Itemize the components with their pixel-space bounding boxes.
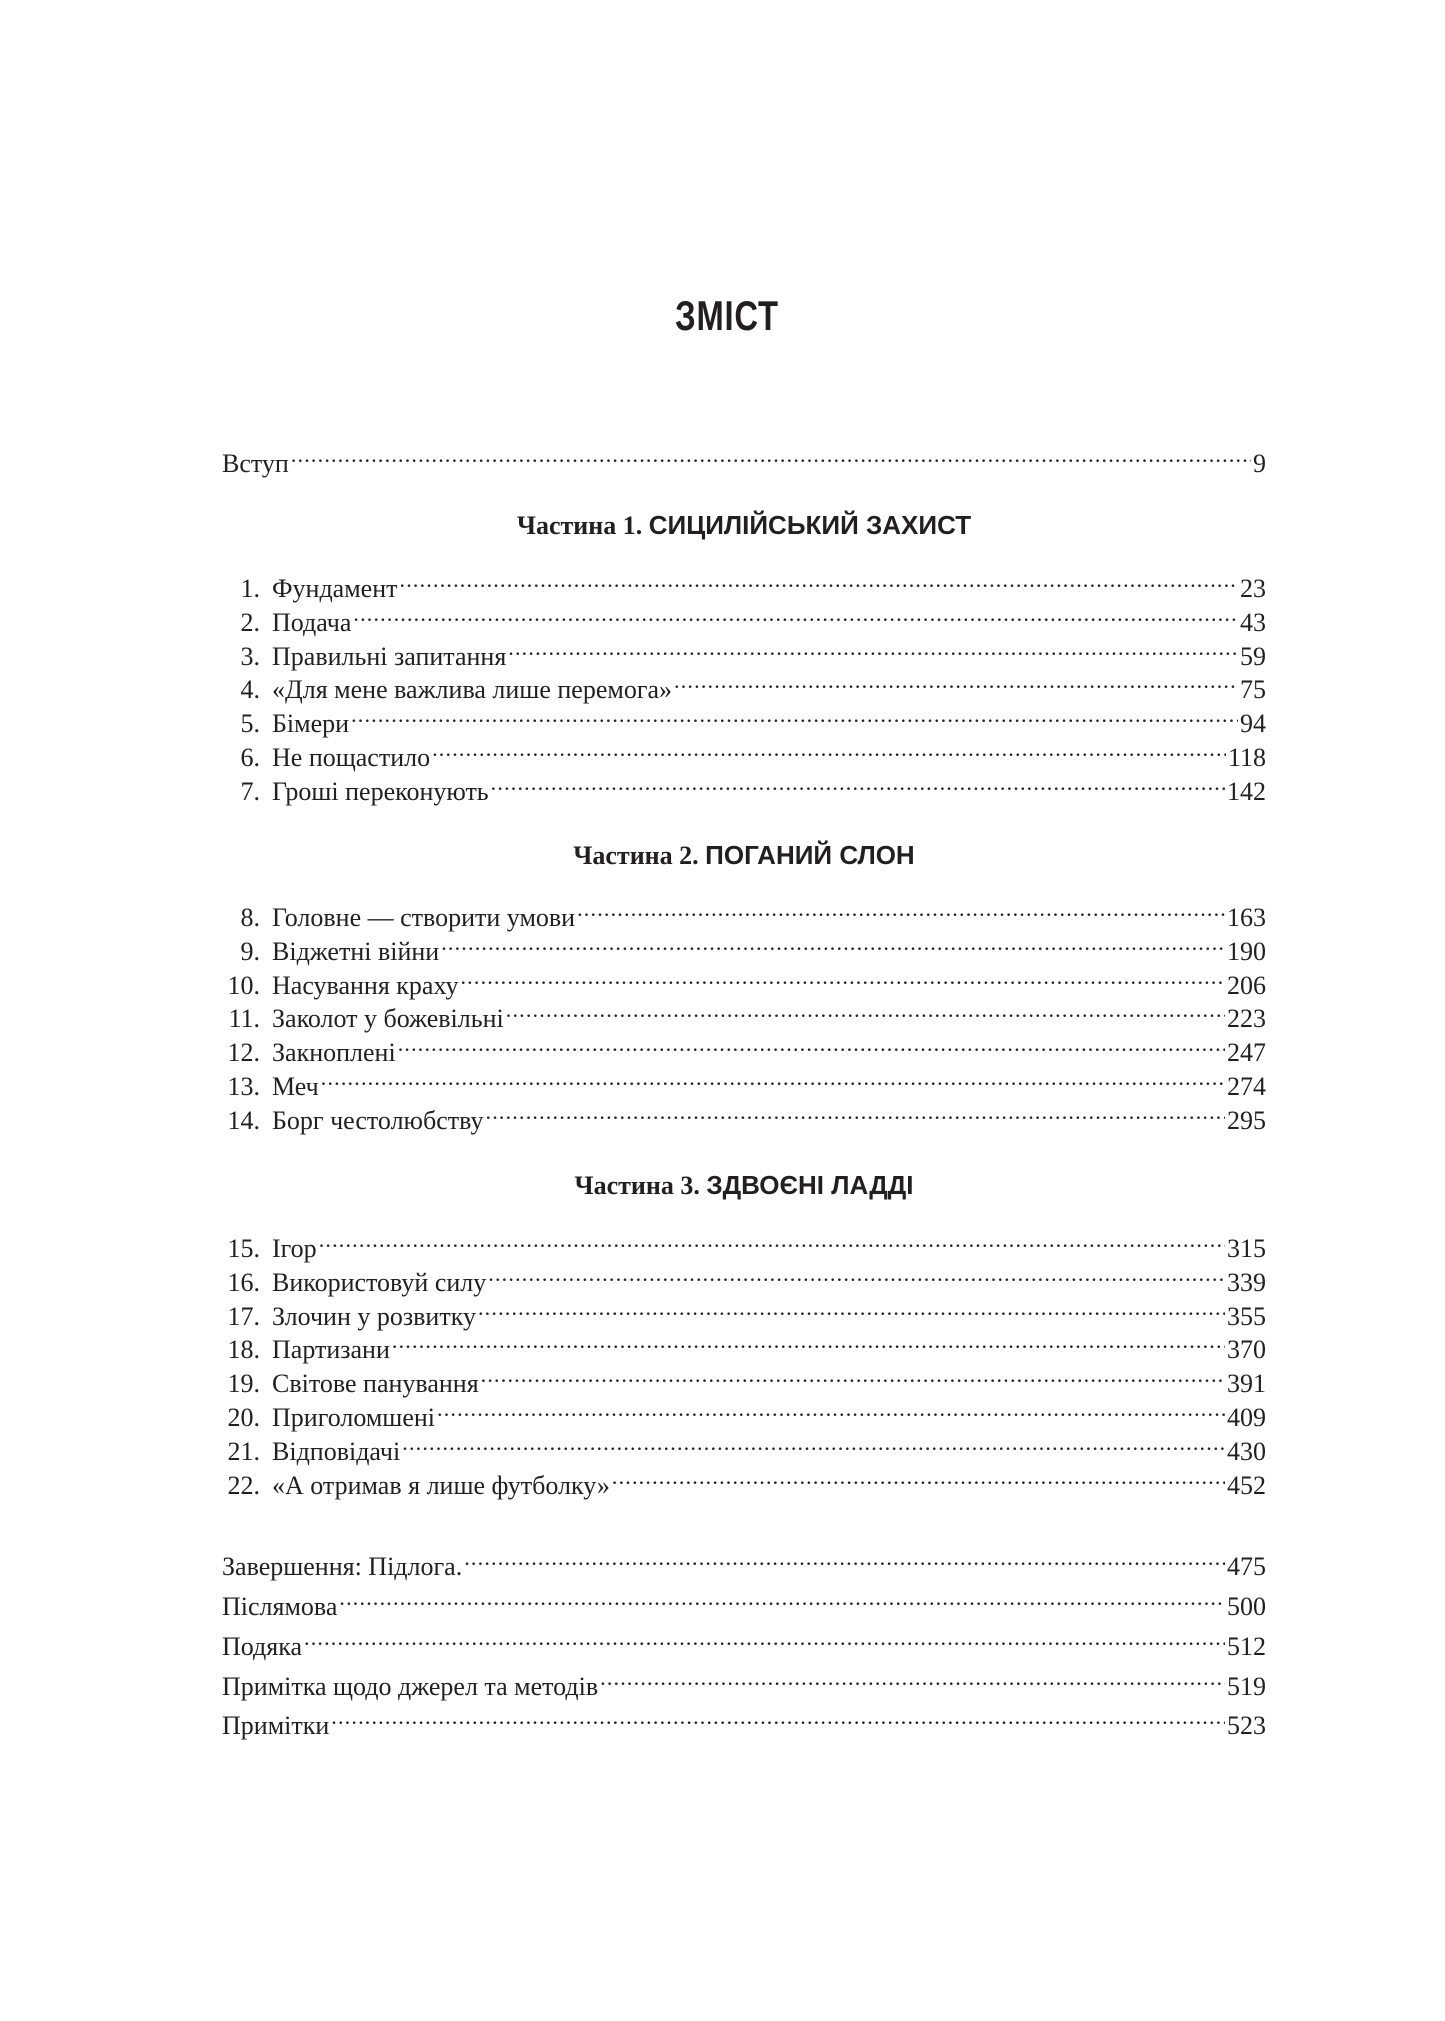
chapter-number: 15. [227, 1234, 260, 1263]
toc-entry-chapter[interactable] [222, 732, 1266, 772]
dot-leader [432, 732, 1226, 766]
dot-leader [460, 960, 1225, 994]
entry-title: Партизани [272, 1335, 390, 1364]
dot-leader [437, 1392, 1225, 1426]
dot-leader [398, 1027, 1225, 1061]
entry-title: Насування краху [272, 971, 459, 1000]
chapter-number: 13. [227, 1072, 260, 1101]
entry-title: Відповідачі [272, 1437, 401, 1466]
entry-page: 9 [1253, 449, 1266, 478]
entry-title: Використовуй силу [272, 1268, 487, 1297]
entry-title: Віджетні війни [272, 937, 440, 966]
dot-leader [486, 1095, 1226, 1129]
chapter-number: 9. [240, 937, 260, 966]
entry-page: 430 [1227, 1437, 1266, 1466]
entry-page: 274 [1227, 1072, 1266, 1101]
entry-page: 315 [1227, 1234, 1266, 1263]
entry-page: 339 [1227, 1268, 1266, 1297]
dot-leader [464, 1541, 1225, 1575]
entry-title: Злочин у розвитку [272, 1302, 476, 1331]
toc-entry-backmatter[interactable] [222, 1661, 1266, 1701]
entry-page: 512 [1227, 1632, 1266, 1661]
entry-page: 247 [1227, 1038, 1266, 1067]
entry-title: Приголомшені [272, 1403, 435, 1432]
toc-entry-chapter[interactable] [222, 1358, 1266, 1398]
chapter-number: 11. [228, 1004, 260, 1033]
chapter-number: 2. [240, 608, 260, 637]
dot-leader [319, 1223, 1225, 1257]
toc-entry-chapter[interactable] [222, 1061, 1266, 1101]
dot-leader [612, 1460, 1225, 1494]
entry-title: Меч [272, 1072, 319, 1101]
chapter-number: 7. [240, 777, 260, 806]
part-label: Частина 1. [516, 511, 643, 540]
page-title: ЗМІСТ [675, 292, 779, 339]
dot-leader [321, 1061, 1225, 1095]
chapter-number: 12. [227, 1038, 260, 1067]
chapter-number: 6. [240, 743, 260, 772]
toc-entry-chapter[interactable] [222, 1095, 1266, 1135]
entry-page: 59 [1240, 642, 1266, 671]
dot-leader [291, 438, 1251, 472]
entry-title: Не пощастило [272, 743, 431, 772]
entry-title: Завершення: Підлога. [222, 1552, 463, 1581]
dot-leader [491, 766, 1225, 800]
toc-entry-chapter[interactable] [222, 664, 1266, 704]
chapter-number: 3. [240, 642, 260, 671]
toc-entry-chapter[interactable] [222, 926, 1266, 966]
dot-leader [353, 597, 1238, 631]
part-name: ПОГАНИЙ СЛОН [705, 840, 915, 870]
entry-page: 190 [1227, 937, 1266, 966]
entry-title: Ігор [272, 1234, 317, 1263]
entry-title: Закноплені [272, 1038, 396, 1067]
toc-entry-backmatter[interactable] [222, 1541, 1266, 1581]
entry-page: 519 [1227, 1672, 1266, 1701]
entry-page: 75 [1240, 675, 1266, 704]
dot-leader [304, 1621, 1225, 1655]
entry-page: 391 [1227, 1369, 1266, 1398]
entry-title: Борг честолюбству [272, 1106, 484, 1135]
entry-title: Гроші переконують [272, 777, 489, 806]
toc-entry-chapter[interactable] [222, 1324, 1266, 1364]
chapter-number: 16. [227, 1268, 260, 1297]
dot-leader [331, 1700, 1225, 1734]
entry-page: 452 [1227, 1471, 1266, 1500]
entry-title: Подача [272, 608, 352, 637]
entry-title: «А отримав я лише футболку» [272, 1471, 610, 1500]
dot-leader [478, 1291, 1225, 1325]
entry-page: 409 [1227, 1403, 1266, 1432]
part-name: ЗДВОЄНІ ЛАДДІ [706, 1170, 914, 1200]
entry-title: Правильні запитання [272, 642, 507, 671]
chapter-number: 4. [240, 675, 260, 704]
toc-entry-chapter[interactable] [222, 631, 1266, 671]
dot-leader [339, 1581, 1225, 1615]
entry-page: 223 [1227, 1004, 1266, 1033]
dot-leader [400, 563, 1239, 597]
entry-title: Головне — створити умови [272, 903, 576, 932]
entry-page: 295 [1227, 1106, 1266, 1135]
entry-page: 475 [1227, 1552, 1266, 1581]
toc-entry-chapter[interactable] [222, 960, 1266, 1000]
entry-page: 370 [1227, 1335, 1266, 1364]
toc-entry-intro[interactable] [222, 438, 1266, 478]
entry-title: Вступ [222, 449, 289, 478]
toc-entry-chapter[interactable] [222, 1257, 1266, 1297]
entry-title: «Для мене важлива лише перемога» [272, 675, 673, 704]
entry-page: 118 [1227, 743, 1266, 772]
chapter-number: 14. [227, 1106, 260, 1135]
toc-entry-chapter[interactable] [222, 892, 1266, 932]
chapter-number: 8. [240, 903, 260, 932]
dot-leader [600, 1661, 1225, 1695]
chapter-number: 21. [227, 1437, 260, 1466]
entry-title: Заколот у божевільні [272, 1004, 504, 1033]
toc-entry-backmatter[interactable] [222, 1581, 1266, 1621]
toc-entry-chapter[interactable] [222, 1027, 1266, 1067]
toc-entry-backmatter[interactable] [222, 1621, 1266, 1661]
chapter-number: 17. [227, 1302, 260, 1331]
toc-entry-chapter[interactable] [222, 698, 1266, 738]
chapter-number: 19. [227, 1369, 260, 1398]
entry-title: Світове панування [272, 1369, 479, 1398]
dot-leader [577, 892, 1225, 926]
toc-entry-backmatter[interactable] [222, 1700, 1266, 1740]
chapter-number: 22. [227, 1471, 260, 1500]
entry-title: Бімери [272, 709, 350, 738]
toc-entry-chapter[interactable] [222, 1426, 1266, 1466]
toc-entry-chapter[interactable] [222, 597, 1266, 637]
toc-entry-chapter[interactable] [222, 766, 1266, 806]
chapter-number: 5. [240, 709, 260, 738]
dot-leader [481, 1358, 1225, 1392]
entry-title: Фундамент [272, 574, 398, 603]
part-name: СИЦИЛІЙСЬКИЙ ЗАХИСТ [648, 510, 972, 540]
part-heading-1 [222, 508, 1266, 543]
toc-entry-chapter[interactable] [222, 1460, 1266, 1500]
entry-page: 523 [1227, 1711, 1266, 1740]
toc-entry-chapter[interactable] [222, 1291, 1266, 1331]
entry-title: Подяка [222, 1632, 302, 1661]
entry-page: 206 [1227, 971, 1266, 1000]
toc-entry-chapter[interactable] [222, 993, 1266, 1033]
entry-title: Примітка щодо джерел та методів [222, 1672, 599, 1701]
entry-page: 142 [1227, 777, 1266, 806]
entry-title: Примітки [222, 1711, 330, 1740]
entry-page: 500 [1227, 1592, 1266, 1621]
entry-page: 355 [1227, 1302, 1266, 1331]
dot-leader [674, 664, 1238, 698]
chapter-number: 20. [227, 1403, 260, 1432]
toc-entry-chapter[interactable] [222, 563, 1266, 603]
entry-page: 23 [1240, 574, 1266, 603]
dot-leader [506, 993, 1225, 1027]
toc-entry-chapter[interactable] [222, 1223, 1266, 1263]
part-heading-3 [222, 1168, 1266, 1203]
chapter-number: 10. [227, 971, 260, 1000]
entry-page: 163 [1227, 903, 1266, 932]
dot-leader [488, 1257, 1225, 1291]
dot-leader [351, 698, 1238, 732]
chapter-number: 18. [227, 1335, 260, 1364]
toc-entry-chapter[interactable] [222, 1392, 1266, 1432]
part-heading-2 [222, 838, 1266, 873]
dot-leader [441, 926, 1225, 960]
dot-leader [392, 1324, 1225, 1358]
dot-leader [508, 631, 1238, 665]
entry-page: 43 [1240, 608, 1266, 637]
entry-page: 94 [1240, 709, 1266, 738]
part-label: Частина 3. [574, 1171, 700, 1200]
entry-title: Післямова [222, 1592, 338, 1621]
dot-leader [402, 1426, 1225, 1460]
part-label: Частина 2. [573, 841, 699, 870]
chapter-number: 1. [240, 574, 260, 603]
